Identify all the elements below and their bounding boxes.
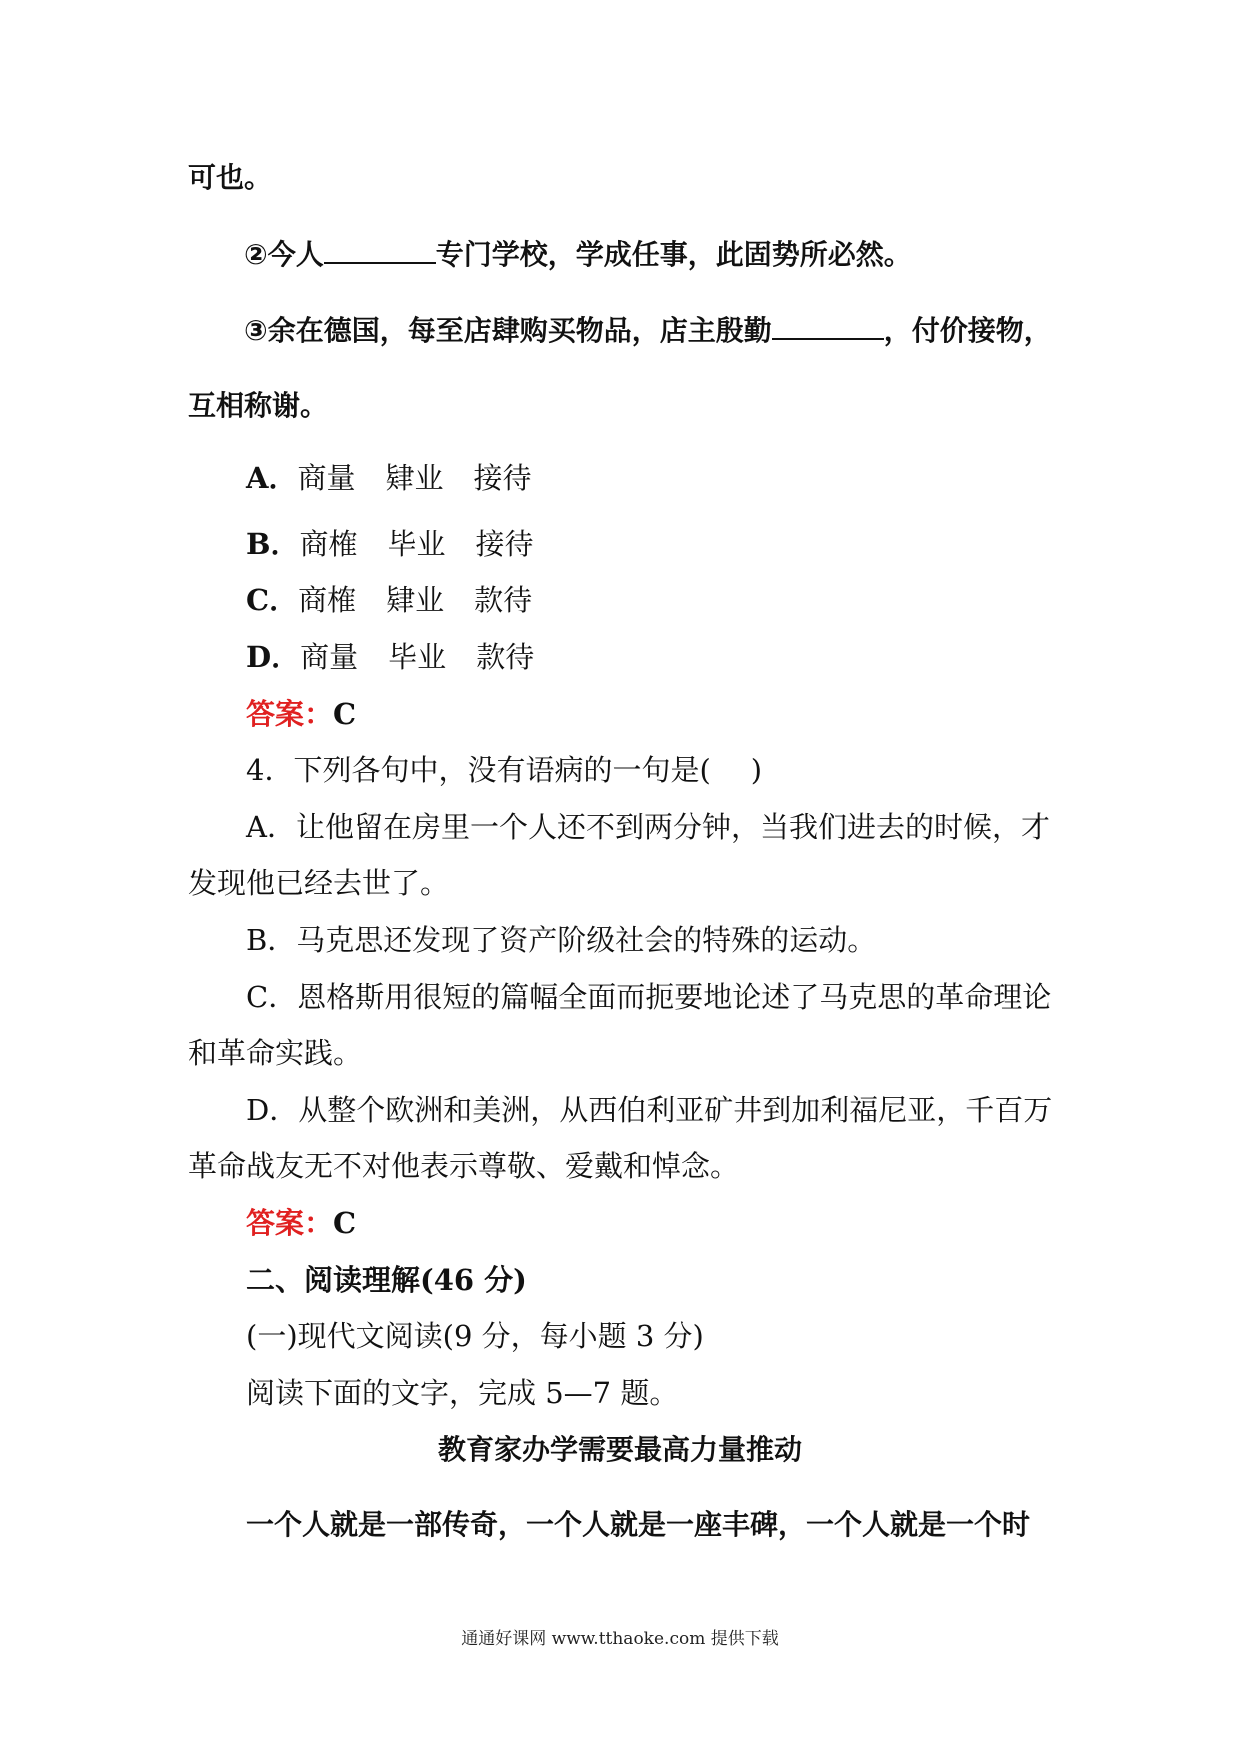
- option-word-3: 款待: [476, 640, 535, 674]
- option-word-2: 毕业: [388, 640, 447, 674]
- q3-item-3-line-2: 互相称谢。: [188, 389, 329, 422]
- option-word-1: 商量: [297, 461, 356, 495]
- q3-option-a: [246, 458, 532, 498]
- q4-option-d-line-2: 革命战友无不对他表示尊敬、爱戴和悼念。: [188, 1149, 740, 1183]
- section-heading: 二、阅读理解(46 分): [246, 1263, 527, 1297]
- reading-instruction: 阅读下面的文字，完成 5—7 题。: [246, 1376, 679, 1410]
- option-word-1: 商榷: [298, 583, 357, 617]
- answer-value: C: [333, 697, 357, 731]
- q3-item-2-before: ②今人: [244, 238, 324, 271]
- fill-blank-1: [324, 234, 436, 264]
- option-letter: D．: [246, 640, 301, 674]
- q3-option-b: [246, 524, 534, 564]
- q3-item-3: [244, 310, 1052, 351]
- article-line-1: 一个人就是一部传奇，一个人就是一座丰碑，一个人就是一个时: [246, 1508, 1031, 1541]
- q4-option-c-line-1: C．恩格斯用很短的篇幅全面而扼要地论述了马克思的革命理论: [246, 980, 1052, 1014]
- q3-item-3-before: ③余在德国，每至店肆购买物品，店主殷勤: [244, 314, 772, 347]
- section-sub-heading: (一)现代文阅读(9 分，每小题 3 分): [246, 1319, 704, 1353]
- option-word-1: 商量: [300, 640, 359, 674]
- q3-item-3-after: ，付价接物，: [883, 314, 1052, 347]
- answer-value: C: [333, 1206, 357, 1240]
- option-letter: C．: [246, 583, 299, 617]
- q4-option-b: B．马克思还发现了资产阶级社会的特殊的运动。: [246, 923, 877, 957]
- option-letter: B．: [246, 527, 300, 561]
- q4-option-d-line-1: D．从整个欧洲和美洲，从西伯利亚矿井到加利福尼亚，千百万: [246, 1093, 1053, 1127]
- q4-stem-text: 4．下列各句中，没有语病的一句是(: [246, 753, 711, 787]
- option-letter: A．: [246, 461, 298, 495]
- option-word-2: 毕业: [387, 527, 446, 561]
- page-footer: 通通好课网 www.tthaoke.com 提供下载: [461, 1629, 779, 1649]
- q4-option-c-line-2: 和革命实践。: [188, 1036, 363, 1070]
- option-word-3: 款待: [474, 583, 533, 617]
- article-title: 教育家办学需要最高力量推动: [437, 1433, 802, 1466]
- q4-answer: [246, 1203, 356, 1243]
- q3-item-2-after: 专门学校，学成任事，此固势所必然。: [435, 238, 912, 271]
- option-word-3: 接待: [475, 527, 534, 561]
- q3-answer: [246, 694, 356, 734]
- q4-stem-close: ): [750, 753, 763, 787]
- q3-line-1: 可也。: [188, 161, 273, 194]
- q3-option-c: [246, 580, 532, 620]
- answer-label: 答案：: [246, 697, 334, 731]
- q3-item-2: [244, 234, 912, 275]
- option-word-2: 肄业: [385, 461, 444, 495]
- answer-label: 答案：: [246, 1206, 334, 1240]
- fill-blank-2: [772, 310, 884, 340]
- q4-option-a-line-1: A．让他留在房里一个人还不到两分钟，当我们进去的时候，才: [246, 810, 1050, 844]
- option-word-3: 接待: [473, 461, 532, 495]
- q3-option-d: [246, 637, 534, 677]
- option-word-1: 商榷: [299, 527, 358, 561]
- option-word-2: 肄业: [386, 583, 445, 617]
- q4-option-a-line-2: 发现他已经去世了。: [188, 866, 450, 900]
- q4-stem: [246, 750, 762, 790]
